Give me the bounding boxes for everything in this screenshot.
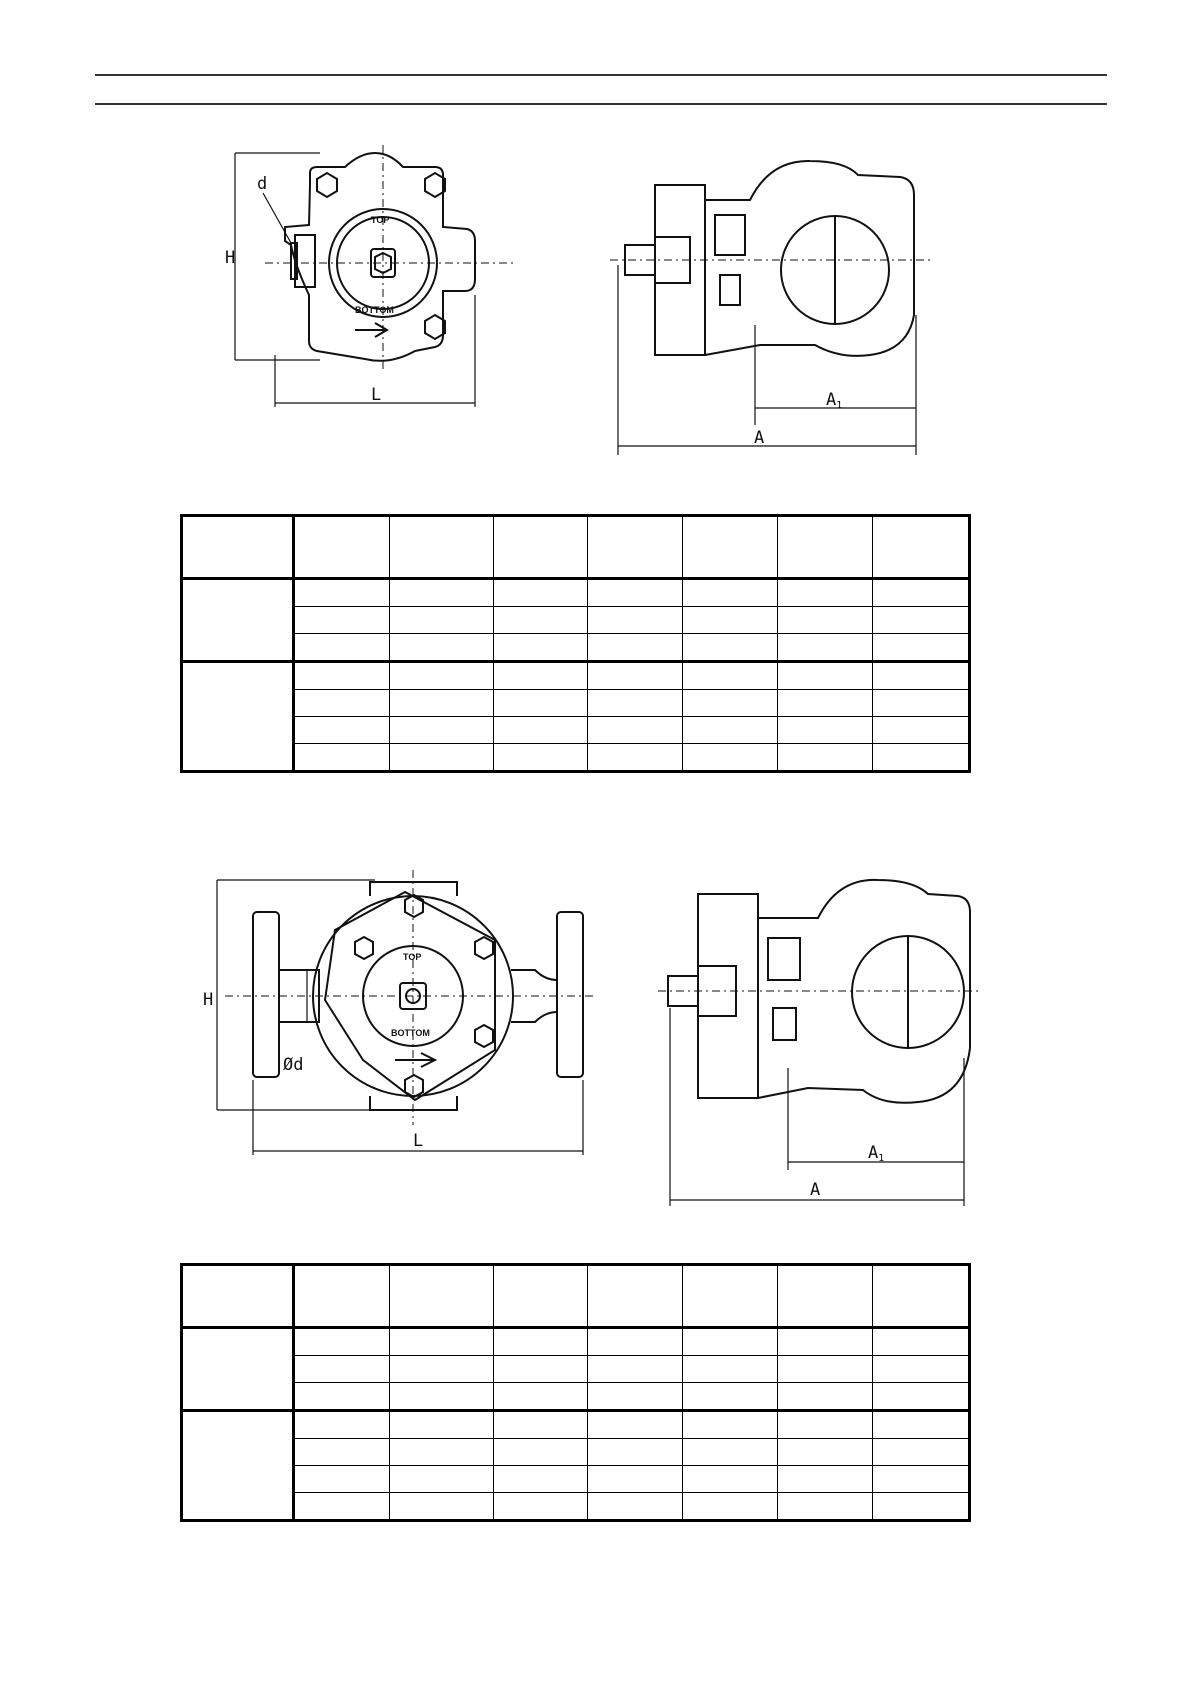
table-cell — [294, 717, 390, 744]
table-cell — [778, 1383, 873, 1411]
table-cell — [778, 1411, 873, 1439]
dim-label-a1 — [826, 390, 842, 411]
table-header-row — [182, 516, 970, 579]
table-cell — [683, 1383, 778, 1411]
table-cell — [294, 1493, 390, 1521]
table-header-cell — [294, 1265, 390, 1328]
table-cell — [778, 579, 873, 607]
cover-top-marking: TOP — [403, 952, 422, 962]
section-view-drawing-2 — [658, 868, 978, 1208]
table-header-cell — [390, 516, 494, 579]
table-cell — [588, 1328, 683, 1356]
table-header-cell — [873, 516, 970, 579]
table-cell — [494, 579, 588, 607]
table-cell — [494, 1411, 588, 1439]
cover-top-marking: TOP — [371, 215, 390, 225]
table-row — [182, 579, 970, 607]
table-cell — [294, 579, 390, 607]
table-cell — [294, 690, 390, 717]
table-cell — [390, 1411, 494, 1439]
table-cell — [588, 662, 683, 690]
model-cell — [182, 579, 294, 662]
table-row — [182, 1493, 970, 1521]
table-cell — [494, 607, 588, 634]
table-header-cell — [182, 516, 294, 579]
table-row — [182, 1328, 970, 1356]
table-header-cell — [873, 1265, 970, 1328]
table-cell — [494, 690, 588, 717]
table-cell — [778, 634, 873, 662]
table-cell — [778, 607, 873, 634]
header-rule-top — [95, 74, 1107, 76]
table-cell — [294, 634, 390, 662]
table-cell — [873, 579, 970, 607]
table-cell — [390, 1493, 494, 1521]
table-cell — [778, 1439, 873, 1466]
table-cell — [588, 579, 683, 607]
table-cell — [778, 1466, 873, 1493]
table-cell — [494, 1493, 588, 1521]
table-cell — [390, 1328, 494, 1356]
table-cell — [683, 690, 778, 717]
table-cell — [873, 1466, 970, 1493]
table-header-cell — [390, 1265, 494, 1328]
table-row — [182, 1466, 970, 1493]
table-header-cell — [494, 516, 588, 579]
dim-label-a1 — [868, 1143, 884, 1164]
table-cell — [588, 744, 683, 772]
table-cell — [294, 607, 390, 634]
dim-label-phi-d: Ød — [283, 1055, 304, 1075]
table-cell — [683, 717, 778, 744]
table-cell — [873, 662, 970, 690]
table-cell — [294, 1383, 390, 1411]
dim-label-a1-subscript: 1 — [878, 1153, 885, 1164]
dim-label-h: H — [225, 248, 236, 268]
table-cell — [494, 1439, 588, 1466]
table-cell — [778, 744, 873, 772]
cover-bottom-marking: BOTTOM — [391, 1028, 430, 1038]
table-cell — [494, 634, 588, 662]
table-cell — [588, 1383, 683, 1411]
model-cell — [182, 1328, 294, 1411]
table-cell — [873, 1328, 970, 1356]
table-cell — [588, 1466, 683, 1493]
table-header-cell — [683, 516, 778, 579]
table-row — [182, 1383, 970, 1411]
table-cell — [294, 1411, 390, 1439]
table-cell — [873, 1439, 970, 1466]
dim-label-a1-subscript: 1 — [836, 400, 843, 411]
table-cell — [390, 662, 494, 690]
table-cell — [873, 744, 970, 772]
model-cell — [182, 1411, 294, 1521]
table-row — [182, 690, 970, 717]
table-cell — [494, 717, 588, 744]
table-cell — [294, 1466, 390, 1493]
table-cell — [778, 1328, 873, 1356]
table-cell — [588, 690, 683, 717]
table-cell — [873, 1383, 970, 1411]
table-cell — [390, 579, 494, 607]
table-cell — [683, 1356, 778, 1383]
table-cell — [294, 1439, 390, 1466]
table-row — [182, 717, 970, 744]
table-cell — [778, 662, 873, 690]
table-header-cell — [683, 1265, 778, 1328]
table-cell — [683, 1493, 778, 1521]
table-cell — [683, 744, 778, 772]
table-cell — [494, 1383, 588, 1411]
table-cell — [873, 1356, 970, 1383]
table-cell — [683, 662, 778, 690]
table-cell — [778, 717, 873, 744]
table-cell — [390, 1466, 494, 1493]
table-header-cell — [182, 1265, 294, 1328]
table-cell — [494, 662, 588, 690]
table-cell — [494, 1466, 588, 1493]
table-cell — [683, 1466, 778, 1493]
cover-bottom-marking: BOTTOM — [355, 305, 394, 315]
table-header-cell — [778, 1265, 873, 1328]
table-cell — [294, 1328, 390, 1356]
table-cell — [873, 634, 970, 662]
section-view-drawing-1 — [610, 155, 930, 455]
table-cell — [588, 634, 683, 662]
table-cell — [683, 579, 778, 607]
table-cell — [683, 634, 778, 662]
dimension-table-1 — [180, 514, 971, 773]
dim-label-l: L — [371, 385, 382, 405]
table-cell — [873, 1493, 970, 1521]
table-row — [182, 1411, 970, 1439]
table-cell — [390, 1356, 494, 1383]
table-row — [182, 662, 970, 690]
table-cell — [390, 744, 494, 772]
table-cell — [588, 717, 683, 744]
table-cell — [873, 607, 970, 634]
table-cell — [683, 1439, 778, 1466]
table-header-cell — [588, 1265, 683, 1328]
front-view-drawing-2 — [195, 870, 595, 1160]
table-cell — [294, 744, 390, 772]
front-view-drawing-1 — [225, 145, 525, 415]
table-row — [182, 1439, 970, 1466]
table-cell — [683, 1411, 778, 1439]
dim-label-a1-main: A — [868, 1143, 879, 1163]
table-cell — [873, 717, 970, 744]
table-header-cell — [588, 516, 683, 579]
table-cell — [294, 1356, 390, 1383]
table-cell — [390, 634, 494, 662]
dimension-table-2 — [180, 1263, 971, 1522]
table-cell — [873, 1411, 970, 1439]
table-cell — [390, 1383, 494, 1411]
table-cell — [390, 1439, 494, 1466]
table-header-cell — [294, 516, 390, 579]
table-header-cell — [494, 1265, 588, 1328]
table-cell — [494, 1356, 588, 1383]
table-cell — [494, 1328, 588, 1356]
table-row — [182, 744, 970, 772]
table-cell — [294, 662, 390, 690]
table-cell — [778, 1493, 873, 1521]
table-header-row — [182, 1265, 970, 1328]
table-cell — [390, 717, 494, 744]
table-row — [182, 1356, 970, 1383]
table-row — [182, 634, 970, 662]
dim-label-a1-main: A — [826, 390, 837, 410]
dim-label-d: d — [257, 174, 268, 194]
table-cell — [683, 607, 778, 634]
dim-label-a: A — [810, 1180, 821, 1200]
table-cell — [494, 744, 588, 772]
model-cell — [182, 662, 294, 772]
table-header-cell — [778, 516, 873, 579]
dim-label-l: L — [413, 1131, 424, 1151]
table-cell — [390, 607, 494, 634]
table-cell — [390, 690, 494, 717]
table-cell — [588, 1493, 683, 1521]
table-cell — [588, 1411, 683, 1439]
dim-label-a: A — [754, 428, 765, 448]
table-cell — [778, 1356, 873, 1383]
dim-label-h: H — [203, 990, 214, 1010]
table-cell — [588, 1356, 683, 1383]
table-cell — [588, 607, 683, 634]
table-row — [182, 607, 970, 634]
table-cell — [778, 690, 873, 717]
table-cell — [588, 1439, 683, 1466]
header-rule-bottom — [95, 103, 1107, 105]
table-cell — [683, 1328, 778, 1356]
table-cell — [873, 690, 970, 717]
